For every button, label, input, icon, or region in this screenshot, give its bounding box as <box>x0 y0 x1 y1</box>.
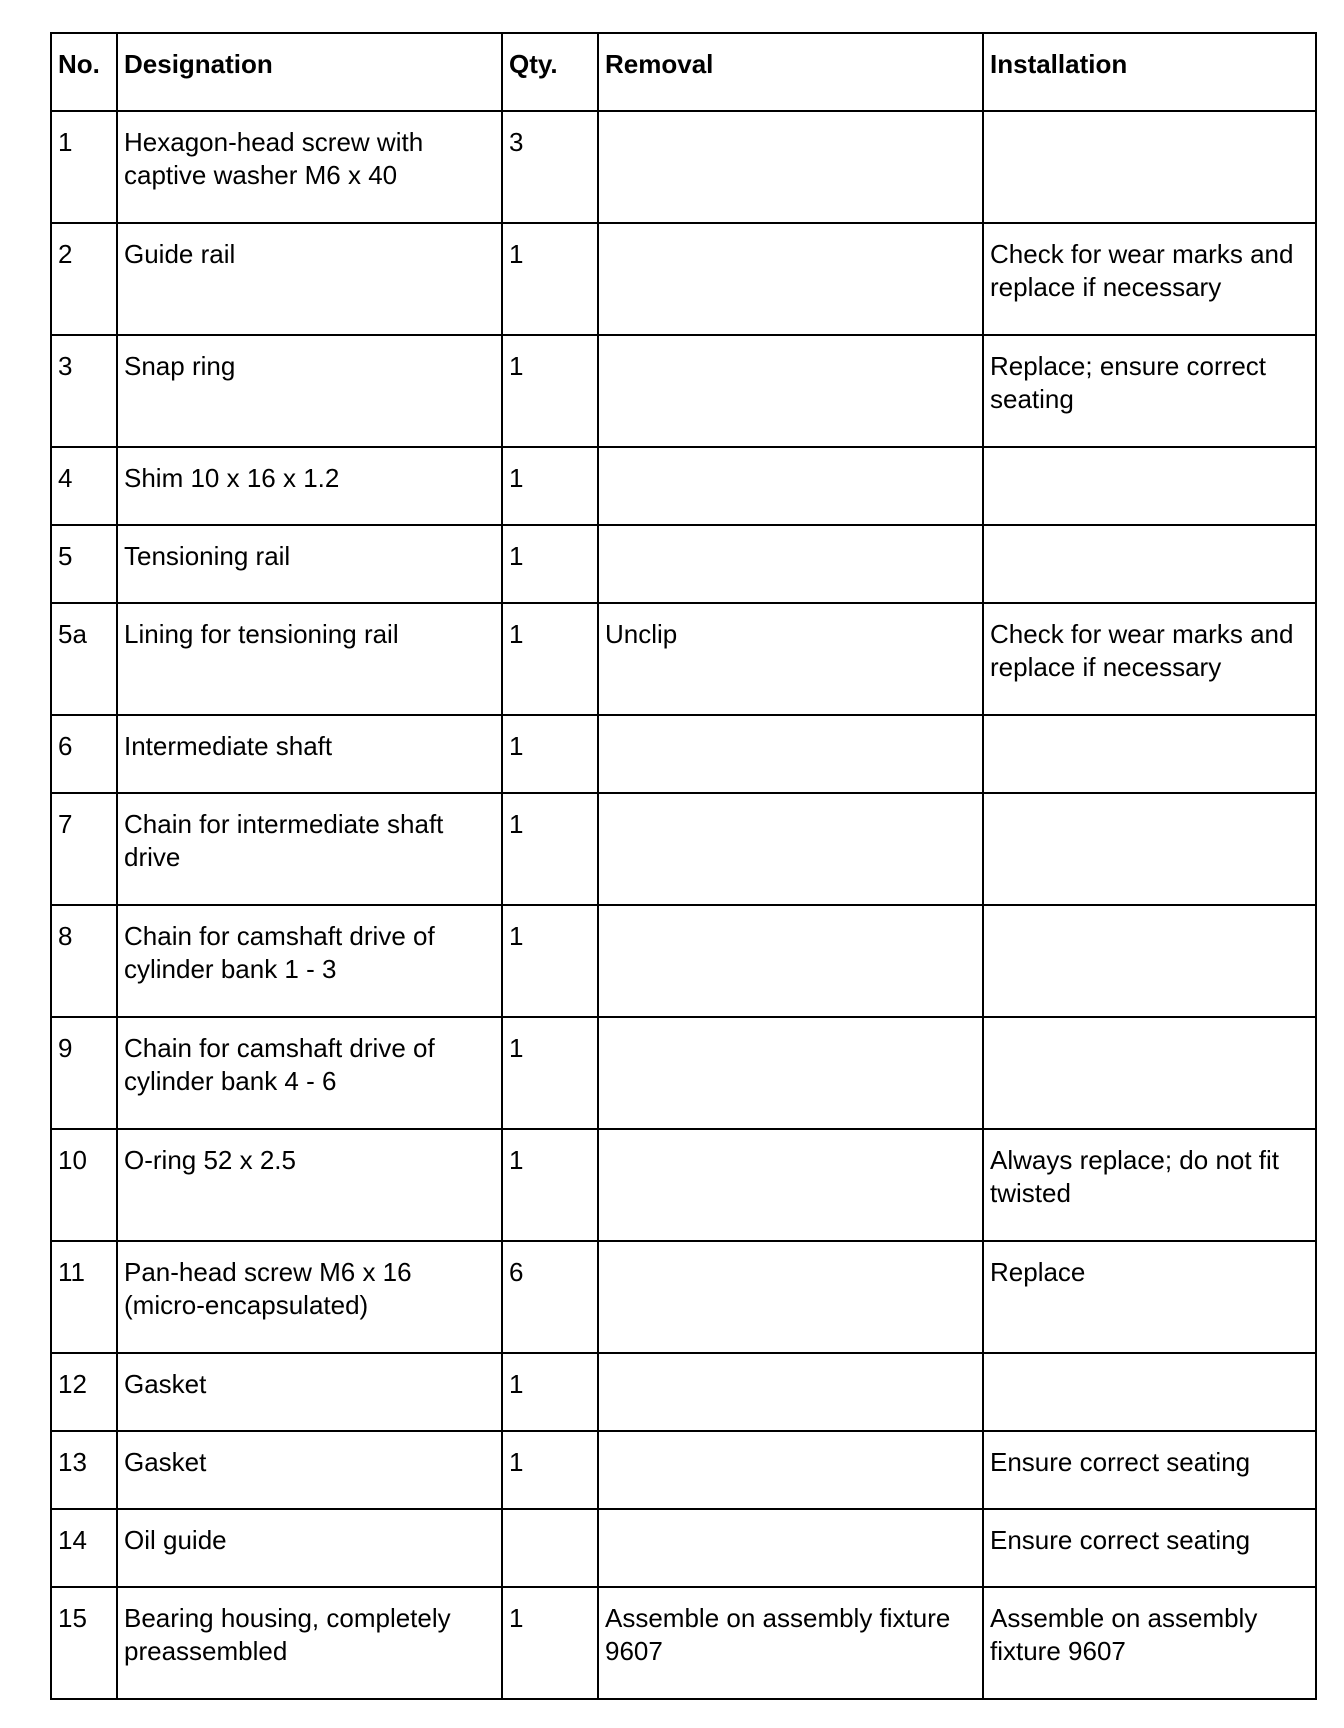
cell-designation: Hexagon-head screw with captive washer M6 x 40 <box>117 111 502 223</box>
table-row <box>51 1587 1316 1699</box>
cell-installation: Ensure correct seating <box>983 1509 1316 1587</box>
table-row <box>51 905 1316 1017</box>
cell-no: 14 <box>51 1509 117 1587</box>
cell-installation <box>983 447 1316 525</box>
cell-qty: 1 <box>502 335 598 447</box>
cell-no: 15 <box>51 1587 117 1699</box>
cell-no: 10 <box>51 1129 117 1241</box>
cell-installation <box>983 1017 1316 1129</box>
cell-installation: Check for wear marks and replace if necessary <box>983 603 1316 715</box>
table-row <box>51 1353 1316 1431</box>
cell-designation: Chain for intermediate shaft drive <box>117 793 502 905</box>
cell-removal <box>598 1509 983 1587</box>
cell-designation: Bearing housing, completely preassembled <box>117 1587 502 1699</box>
table-row <box>51 1241 1316 1353</box>
cell-no: 1 <box>51 111 117 223</box>
table-row <box>51 525 1316 603</box>
table-row <box>51 223 1316 335</box>
cell-installation: Replace <box>983 1241 1316 1353</box>
cell-qty: 1 <box>502 715 598 793</box>
cell-installation: Ensure correct seating <box>983 1431 1316 1509</box>
cell-removal <box>598 525 983 603</box>
cell-removal <box>598 1431 983 1509</box>
cell-designation: Snap ring <box>117 335 502 447</box>
cell-removal: Unclip <box>598 603 983 715</box>
table-body <box>51 111 1316 1699</box>
cell-installation <box>983 111 1316 223</box>
header-no: No. <box>51 33 117 111</box>
table-row <box>51 111 1316 223</box>
cell-installation <box>983 715 1316 793</box>
table-row <box>51 1017 1316 1129</box>
cell-designation: Intermediate shaft <box>117 715 502 793</box>
cell-installation <box>983 525 1316 603</box>
table-row <box>51 1129 1316 1241</box>
cell-installation: Assemble on assembly fixture 9607 <box>983 1587 1316 1699</box>
cell-removal <box>598 715 983 793</box>
cell-qty: 3 <box>502 111 598 223</box>
cell-removal <box>598 905 983 1017</box>
parts-table <box>50 32 1317 1700</box>
header-qty: Qty. <box>502 33 598 111</box>
cell-designation: Oil guide <box>117 1509 502 1587</box>
cell-removal <box>598 793 983 905</box>
cell-no: 2 <box>51 223 117 335</box>
cell-installation: Check for wear marks and replace if necessary <box>983 223 1316 335</box>
header-removal: Removal <box>598 33 983 111</box>
cell-qty: 1 <box>502 1017 598 1129</box>
cell-no: 13 <box>51 1431 117 1509</box>
table-row <box>51 1509 1316 1587</box>
cell-no: 9 <box>51 1017 117 1129</box>
cell-designation: Shim 10 x 16 x 1.2 <box>117 447 502 525</box>
cell-no: 4 <box>51 447 117 525</box>
cell-designation: Chain for camshaft drive of cylinder bank 4 - 6 <box>117 1017 502 1129</box>
cell-removal <box>598 335 983 447</box>
cell-no: 6 <box>51 715 117 793</box>
cell-qty: 1 <box>502 223 598 335</box>
cell-qty: 1 <box>502 447 598 525</box>
cell-removal <box>598 1129 983 1241</box>
cell-designation: Pan-head screw M6 x 16 (micro-encapsulated) <box>117 1241 502 1353</box>
cell-removal <box>598 1353 983 1431</box>
cell-qty: 1 <box>502 905 598 1017</box>
cell-qty: 1 <box>502 1587 598 1699</box>
cell-removal <box>598 1017 983 1129</box>
cell-removal: Assemble on assembly fixture 9607 <box>598 1587 983 1699</box>
header-designation: Designation <box>117 33 502 111</box>
cell-qty: 1 <box>502 525 598 603</box>
cell-removal <box>598 447 983 525</box>
cell-no: 5a <box>51 603 117 715</box>
table-row <box>51 447 1316 525</box>
cell-qty: 1 <box>502 1431 598 1509</box>
table-header <box>51 33 1316 111</box>
header-installation: Installation <box>983 33 1316 111</box>
table-row <box>51 715 1316 793</box>
cell-no: 11 <box>51 1241 117 1353</box>
cell-installation: Replace; ensure correct seating <box>983 335 1316 447</box>
cell-designation: Guide rail <box>117 223 502 335</box>
cell-installation <box>983 905 1316 1017</box>
cell-designation: Gasket <box>117 1431 502 1509</box>
cell-qty: 6 <box>502 1241 598 1353</box>
cell-installation <box>983 793 1316 905</box>
cell-no: 8 <box>51 905 117 1017</box>
table-row <box>51 1431 1316 1509</box>
cell-qty: 1 <box>502 1129 598 1241</box>
cell-designation: Lining for tensioning rail <box>117 603 502 715</box>
cell-removal <box>598 1241 983 1353</box>
cell-designation: Gasket <box>117 1353 502 1431</box>
cell-removal <box>598 223 983 335</box>
table-row <box>51 603 1316 715</box>
cell-no: 3 <box>51 335 117 447</box>
cell-qty: 1 <box>502 603 598 715</box>
cell-designation: Tensioning rail <box>117 525 502 603</box>
cell-installation: Always replace; do not fit twisted <box>983 1129 1316 1241</box>
cell-installation <box>983 1353 1316 1431</box>
cell-qty: 1 <box>502 1353 598 1431</box>
cell-qty <box>502 1509 598 1587</box>
cell-removal <box>598 111 983 223</box>
cell-no: 7 <box>51 793 117 905</box>
table-row <box>51 793 1316 905</box>
cell-designation: O-ring 52 x 2.5 <box>117 1129 502 1241</box>
cell-no: 12 <box>51 1353 117 1431</box>
cell-designation: Chain for camshaft drive of cylinder bank 1 - 3 <box>117 905 502 1017</box>
table-row <box>51 335 1316 447</box>
cell-qty: 1 <box>502 793 598 905</box>
cell-no: 5 <box>51 525 117 603</box>
